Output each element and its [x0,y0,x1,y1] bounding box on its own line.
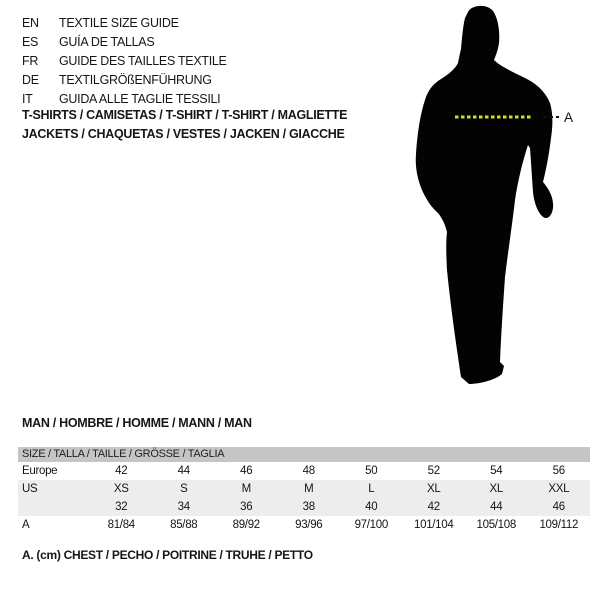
size-cell: 89/92 [232,519,260,531]
size-cell: 48 [302,465,315,477]
section-title-man: MAN / HOMBRE / HOMME / MANN / MAN [22,416,252,430]
size-cell: 97/100 [354,519,388,531]
lang-row-en [22,14,227,33]
size-cell: 40 [365,501,378,513]
lang-row-de [22,71,227,90]
lang-row-es [22,33,227,52]
category-jackets: JACKETS / CHAQUETAS / VESTES / JACKEN / GIACCHE [22,127,345,141]
size-cell: 81/84 [107,519,135,531]
size-cell: 101/104 [414,519,454,531]
table-row-us [18,480,590,498]
size-cell: 52 [427,465,440,477]
size-cell: XL [427,483,441,495]
size-cell: 56 [552,465,565,477]
measurement-footnote: A. (cm) CHEST / PECHO / POITRINE / TRUHE / PETTO [22,548,313,562]
lang-label: TEXTILGRÖßENFÜHRUNG [59,73,212,87]
row-label: US [22,483,38,495]
size-cell: XS [113,483,129,495]
size-cell: 105/108 [476,519,516,531]
lang-code: DE [22,73,39,87]
lang-label: GUIDE DES TAILLES TEXTILE [59,54,227,68]
size-cell: 109/112 [539,519,579,531]
lang-label: GUIDA ALLE TAGLIE TESSILI [59,92,221,106]
man-silhouette [416,6,553,384]
row-label: A [22,519,30,531]
size-cell: L [368,483,375,495]
size-cell: 54 [490,465,503,477]
measure-label-a: A [564,110,573,125]
size-cell: 36 [240,501,253,513]
size-cell: XL [489,483,503,495]
man-figure [405,0,600,395]
size-table-header: SIZE / TALLA / TAILLE / GRÖSSE / TAGLIA [18,447,590,462]
lang-label: TEXTILE SIZE GUIDE [59,16,179,30]
size-cell: 46 [240,465,253,477]
size-cell: M [304,483,314,495]
lang-code: ES [22,35,39,49]
size-cell: 38 [302,501,315,513]
lang-row-fr [22,52,227,71]
size-cell: 44 [490,501,503,513]
size-cell: 50 [365,465,378,477]
size-cell: S [180,483,188,495]
size-cell: 93/96 [295,519,323,531]
size-table [18,447,590,534]
size-cell: 42 [115,465,128,477]
lang-label: GUÍA DE TALLAS [59,35,155,49]
size-cell: 32 [115,501,128,513]
garment-categories [22,106,347,144]
lang-code: EN [22,16,39,30]
table-row-a-chest [18,516,590,534]
table-row-europe [18,462,590,480]
size-cell: 85/88 [170,519,198,531]
row-label: Europe [22,465,58,477]
size-cell: 42 [427,501,440,513]
size-cell: XXL [548,483,570,495]
size-cell: 46 [552,501,565,513]
table-row-us-numeric [18,498,590,516]
size-cell: 34 [177,501,190,513]
lang-code: IT [22,92,33,106]
size-cell: M [241,483,251,495]
lang-code: FR [22,54,39,68]
category-tshirts: T-SHIRTS / CAMISETAS / T-SHIRT / T-SHIRT / MAGLIETTE [22,108,348,122]
size-cell: 44 [177,465,190,477]
language-list [22,14,227,109]
